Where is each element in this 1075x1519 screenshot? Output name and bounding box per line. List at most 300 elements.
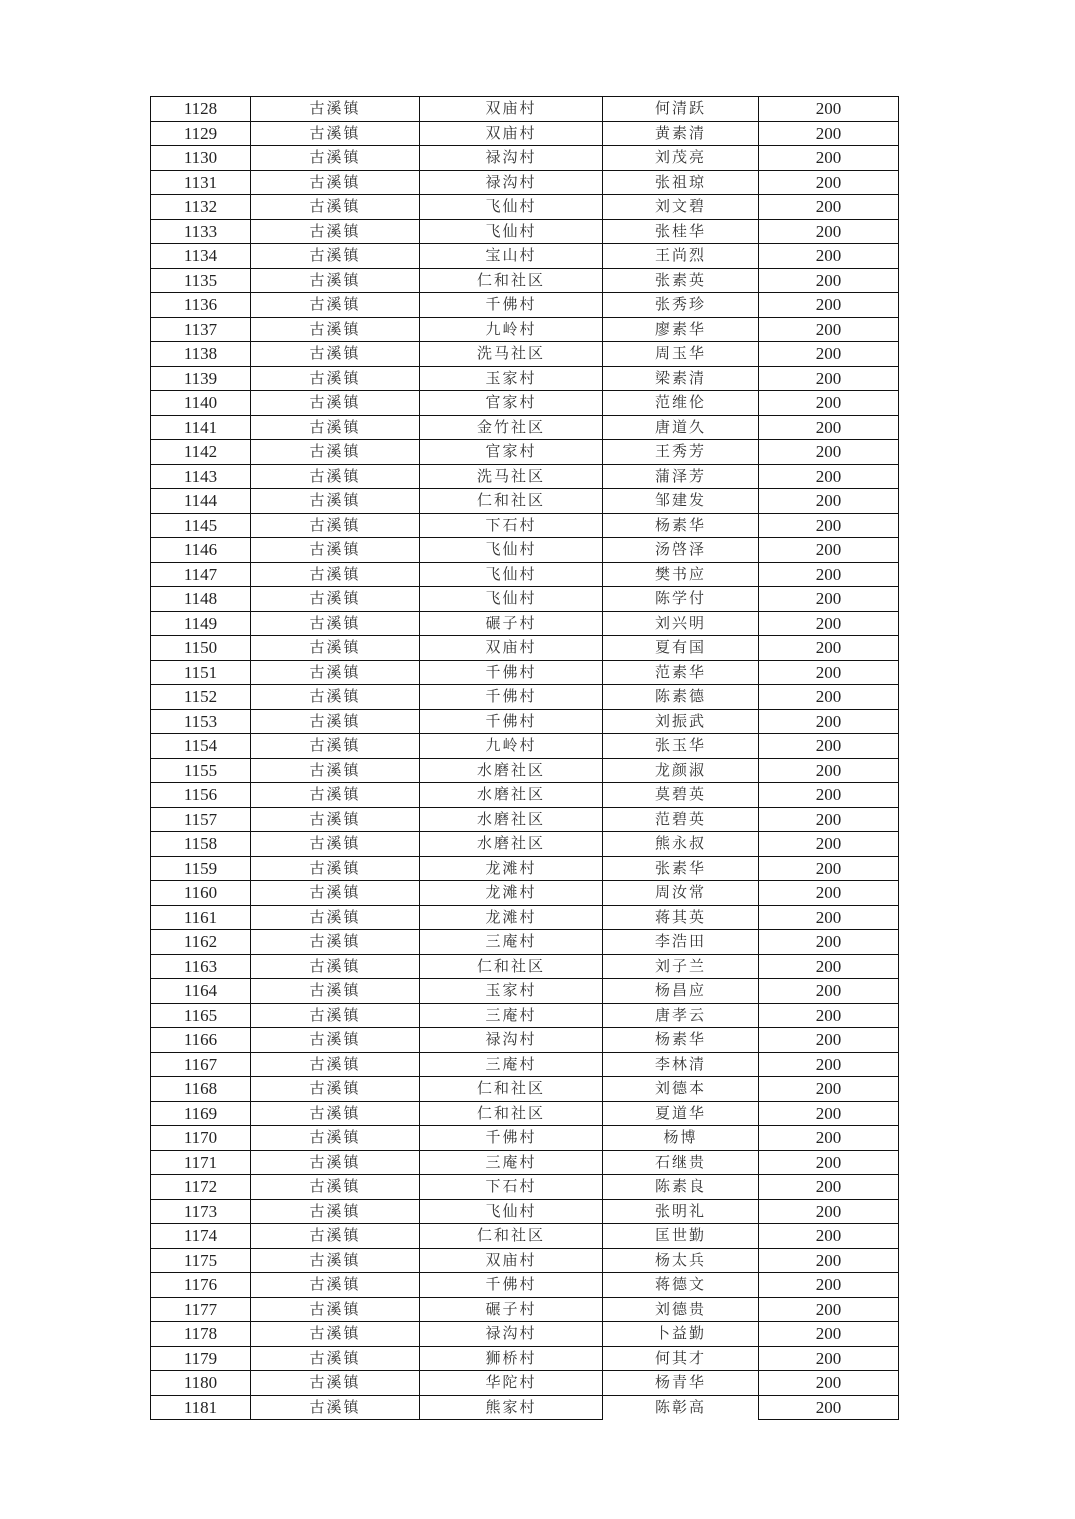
amount-cell: 200 [759, 734, 899, 759]
amount-cell: 200 [759, 170, 899, 195]
amount-cell: 200 [759, 1199, 899, 1224]
serial-number-cell: 1128 [151, 97, 251, 122]
village-cell: 双庙村 [420, 97, 603, 122]
table-row [151, 1175, 899, 1200]
name-cell: 陈素良 [603, 1175, 759, 1200]
village-cell: 千佛村 [420, 685, 603, 710]
serial-number-cell: 1179 [151, 1346, 251, 1371]
name-cell: 夏有国 [603, 636, 759, 661]
serial-number-cell: 1165 [151, 1003, 251, 1028]
serial-number-cell: 1173 [151, 1199, 251, 1224]
town-cell: 古溪镇 [251, 1028, 420, 1053]
amount-cell: 200 [759, 244, 899, 269]
town-cell: 古溪镇 [251, 366, 420, 391]
name-cell: 刘子兰 [603, 954, 759, 979]
amount-cell: 200 [759, 219, 899, 244]
table-row [151, 342, 899, 367]
town-cell: 古溪镇 [251, 1395, 420, 1420]
name-cell: 周玉华 [603, 342, 759, 367]
town-cell: 古溪镇 [251, 342, 420, 367]
amount-cell: 200 [759, 856, 899, 881]
amount-cell: 200 [759, 1346, 899, 1371]
town-cell: 古溪镇 [251, 1175, 420, 1200]
table-row [151, 1395, 899, 1420]
name-cell: 王秀芳 [603, 440, 759, 465]
town-cell: 古溪镇 [251, 513, 420, 538]
serial-number-cell: 1168 [151, 1077, 251, 1102]
name-cell: 莫碧英 [603, 783, 759, 808]
table-row [151, 464, 899, 489]
town-cell: 古溪镇 [251, 219, 420, 244]
serial-number-cell: 1148 [151, 587, 251, 612]
village-cell: 仁和社区 [420, 1101, 603, 1126]
table-row [151, 1199, 899, 1224]
serial-number-cell: 1170 [151, 1126, 251, 1151]
serial-number-cell: 1144 [151, 489, 251, 514]
table-row [151, 1028, 899, 1053]
village-cell: 下石村 [420, 513, 603, 538]
serial-number-cell: 1180 [151, 1371, 251, 1396]
name-cell: 陈学付 [603, 587, 759, 612]
amount-cell: 200 [759, 391, 899, 416]
village-cell: 仁和社区 [420, 1077, 603, 1102]
amount-cell: 200 [759, 121, 899, 146]
town-cell: 古溪镇 [251, 905, 420, 930]
town-cell: 古溪镇 [251, 146, 420, 171]
town-cell: 古溪镇 [251, 685, 420, 710]
town-cell: 古溪镇 [251, 734, 420, 759]
town-cell: 古溪镇 [251, 1273, 420, 1298]
serial-number-cell: 1145 [151, 513, 251, 538]
town-cell: 古溪镇 [251, 1199, 420, 1224]
table-row [151, 195, 899, 220]
table-row [151, 979, 899, 1004]
village-cell: 千佛村 [420, 709, 603, 734]
table-row [151, 219, 899, 244]
amount-cell: 200 [759, 562, 899, 587]
amount-cell: 200 [759, 660, 899, 685]
name-cell: 陈素德 [603, 685, 759, 710]
name-cell: 龙颜淑 [603, 758, 759, 783]
amount-cell: 200 [759, 758, 899, 783]
village-cell: 九岭村 [420, 317, 603, 342]
village-cell: 千佛村 [420, 660, 603, 685]
amount-cell: 200 [759, 1248, 899, 1273]
town-cell: 古溪镇 [251, 195, 420, 220]
village-cell: 飞仙村 [420, 587, 603, 612]
serial-number-cell: 1161 [151, 905, 251, 930]
serial-number-cell: 1162 [151, 930, 251, 955]
town-cell: 古溪镇 [251, 979, 420, 1004]
serial-number-cell: 1169 [151, 1101, 251, 1126]
village-cell: 仁和社区 [420, 489, 603, 514]
village-cell: 飞仙村 [420, 195, 603, 220]
town-cell: 古溪镇 [251, 562, 420, 587]
town-cell: 古溪镇 [251, 170, 420, 195]
name-cell: 刘振武 [603, 709, 759, 734]
amount-cell: 200 [759, 1175, 899, 1200]
name-cell: 蒋德文 [603, 1273, 759, 1298]
name-cell: 匡世勤 [603, 1224, 759, 1249]
village-cell: 禄沟村 [420, 170, 603, 195]
town-cell: 古溪镇 [251, 464, 420, 489]
table-row [151, 244, 899, 269]
village-cell: 千佛村 [420, 293, 603, 318]
table-row [151, 1224, 899, 1249]
table-row [151, 734, 899, 759]
name-cell: 刘德贵 [603, 1297, 759, 1322]
amount-cell: 200 [759, 1126, 899, 1151]
serial-number-cell: 1153 [151, 709, 251, 734]
town-cell: 古溪镇 [251, 636, 420, 661]
serial-number-cell: 1150 [151, 636, 251, 661]
table-row [151, 415, 899, 440]
amount-cell: 200 [759, 1322, 899, 1347]
amount-cell: 200 [759, 1003, 899, 1028]
table-row [151, 611, 899, 636]
village-cell: 双庙村 [420, 1248, 603, 1273]
village-cell: 水磨社区 [420, 783, 603, 808]
village-cell: 仁和社区 [420, 1224, 603, 1249]
table-row [151, 366, 899, 391]
village-cell: 双庙村 [420, 121, 603, 146]
serial-number-cell: 1152 [151, 685, 251, 710]
name-cell: 杨昌应 [603, 979, 759, 1004]
name-cell: 范维伦 [603, 391, 759, 416]
table-row [151, 538, 899, 563]
name-cell: 张祖琼 [603, 170, 759, 195]
name-cell: 石继贵 [603, 1150, 759, 1175]
town-cell: 古溪镇 [251, 317, 420, 342]
serial-number-cell: 1160 [151, 881, 251, 906]
town-cell: 古溪镇 [251, 1322, 420, 1347]
amount-cell: 200 [759, 366, 899, 391]
table-row [151, 1297, 899, 1322]
name-cell: 樊书应 [603, 562, 759, 587]
village-cell: 三庵村 [420, 1052, 603, 1077]
table-row [151, 930, 899, 955]
name-cell: 张玉华 [603, 734, 759, 759]
amount-cell: 200 [759, 195, 899, 220]
amount-cell: 200 [759, 293, 899, 318]
village-cell: 水磨社区 [420, 807, 603, 832]
serial-number-cell: 1166 [151, 1028, 251, 1053]
table-row [151, 685, 899, 710]
town-cell: 古溪镇 [251, 587, 420, 612]
town-cell: 古溪镇 [251, 758, 420, 783]
amount-cell: 200 [759, 513, 899, 538]
amount-cell: 200 [759, 464, 899, 489]
amount-cell: 200 [759, 268, 899, 293]
town-cell: 古溪镇 [251, 244, 420, 269]
name-cell: 卜益勤 [603, 1322, 759, 1347]
table-row [151, 783, 899, 808]
village-cell: 狮桥村 [420, 1346, 603, 1371]
town-cell: 古溪镇 [251, 293, 420, 318]
serial-number-cell: 1129 [151, 121, 251, 146]
name-cell: 张素英 [603, 268, 759, 293]
town-cell: 古溪镇 [251, 1052, 420, 1077]
town-cell: 古溪镇 [251, 611, 420, 636]
name-cell: 汤啓泽 [603, 538, 759, 563]
table-row [151, 1077, 899, 1102]
name-cell: 熊永叔 [603, 832, 759, 857]
serial-number-cell: 1155 [151, 758, 251, 783]
name-cell: 杨素华 [603, 1028, 759, 1053]
town-cell: 古溪镇 [251, 709, 420, 734]
town-cell: 古溪镇 [251, 1077, 420, 1102]
name-cell: 廖素华 [603, 317, 759, 342]
amount-cell: 200 [759, 1224, 899, 1249]
serial-number-cell: 1140 [151, 391, 251, 416]
table-body [151, 97, 899, 1420]
name-cell: 陈彰高 [603, 1395, 759, 1420]
table-row [151, 709, 899, 734]
amount-cell: 200 [759, 954, 899, 979]
village-cell: 洗马社区 [420, 464, 603, 489]
town-cell: 古溪镇 [251, 832, 420, 857]
amount-cell: 200 [759, 881, 899, 906]
name-cell: 蒋其英 [603, 905, 759, 930]
village-cell: 飞仙村 [420, 1199, 603, 1224]
serial-number-cell: 1174 [151, 1224, 251, 1249]
serial-number-cell: 1133 [151, 219, 251, 244]
serial-number-cell: 1146 [151, 538, 251, 563]
amount-cell: 200 [759, 685, 899, 710]
table-row [151, 1273, 899, 1298]
town-cell: 古溪镇 [251, 1224, 420, 1249]
name-cell: 范素华 [603, 660, 759, 685]
town-cell: 古溪镇 [251, 1101, 420, 1126]
town-cell: 古溪镇 [251, 268, 420, 293]
serial-number-cell: 1178 [151, 1322, 251, 1347]
amount-cell: 200 [759, 1028, 899, 1053]
serial-number-cell: 1181 [151, 1395, 251, 1420]
table-row [151, 268, 899, 293]
name-cell: 刘文碧 [603, 195, 759, 220]
table-row [151, 856, 899, 881]
table-row [151, 391, 899, 416]
table-row [151, 170, 899, 195]
town-cell: 古溪镇 [251, 1371, 420, 1396]
village-cell: 仁和社区 [420, 268, 603, 293]
name-cell: 杨素华 [603, 513, 759, 538]
serial-number-cell: 1175 [151, 1248, 251, 1273]
town-cell: 古溪镇 [251, 538, 420, 563]
village-cell: 碾子村 [420, 611, 603, 636]
serial-number-cell: 1163 [151, 954, 251, 979]
serial-number-cell: 1130 [151, 146, 251, 171]
table-row [151, 97, 899, 122]
town-cell: 古溪镇 [251, 391, 420, 416]
amount-cell: 200 [759, 636, 899, 661]
serial-number-cell: 1136 [151, 293, 251, 318]
town-cell: 古溪镇 [251, 97, 420, 122]
serial-number-cell: 1149 [151, 611, 251, 636]
village-cell: 三庵村 [420, 1150, 603, 1175]
name-cell: 李浩田 [603, 930, 759, 955]
village-cell: 碾子村 [420, 1297, 603, 1322]
name-cell: 杨青华 [603, 1371, 759, 1396]
village-cell: 龙滩村 [420, 881, 603, 906]
table-row [151, 660, 899, 685]
table-row [151, 562, 899, 587]
village-cell: 三庵村 [420, 930, 603, 955]
serial-number-cell: 1156 [151, 783, 251, 808]
village-cell: 飞仙村 [420, 538, 603, 563]
village-cell: 仁和社区 [420, 954, 603, 979]
name-cell: 周汝常 [603, 881, 759, 906]
name-cell: 刘德本 [603, 1077, 759, 1102]
table-row [151, 513, 899, 538]
amount-cell: 200 [759, 440, 899, 465]
village-cell: 三庵村 [420, 1003, 603, 1028]
town-cell: 古溪镇 [251, 856, 420, 881]
table-row [151, 905, 899, 930]
town-cell: 古溪镇 [251, 1003, 420, 1028]
amount-cell: 200 [759, 1273, 899, 1298]
serial-number-cell: 1143 [151, 464, 251, 489]
name-cell: 张秀珍 [603, 293, 759, 318]
amount-cell: 200 [759, 1371, 899, 1396]
village-cell: 飞仙村 [420, 562, 603, 587]
village-cell: 禄沟村 [420, 1322, 603, 1347]
serial-number-cell: 1172 [151, 1175, 251, 1200]
town-cell: 古溪镇 [251, 1150, 420, 1175]
serial-number-cell: 1147 [151, 562, 251, 587]
village-cell: 金竹社区 [420, 415, 603, 440]
name-cell: 何其才 [603, 1346, 759, 1371]
town-cell: 古溪镇 [251, 660, 420, 685]
village-cell: 水磨社区 [420, 758, 603, 783]
table-row [151, 758, 899, 783]
town-cell: 古溪镇 [251, 1248, 420, 1273]
amount-cell: 200 [759, 1077, 899, 1102]
amount-cell: 200 [759, 587, 899, 612]
name-cell: 唐孝云 [603, 1003, 759, 1028]
amount-cell: 200 [759, 146, 899, 171]
table-row [151, 587, 899, 612]
village-cell: 玉家村 [420, 979, 603, 1004]
village-cell: 华陀村 [420, 1371, 603, 1396]
village-cell: 洗马社区 [420, 342, 603, 367]
village-cell: 千佛村 [420, 1273, 603, 1298]
amount-cell: 200 [759, 807, 899, 832]
amount-cell: 200 [759, 1395, 899, 1420]
table-row [151, 807, 899, 832]
town-cell: 古溪镇 [251, 1297, 420, 1322]
serial-number-cell: 1138 [151, 342, 251, 367]
name-cell: 邹建发 [603, 489, 759, 514]
name-cell: 何清跃 [603, 97, 759, 122]
serial-number-cell: 1151 [151, 660, 251, 685]
town-cell: 古溪镇 [251, 807, 420, 832]
table-row [151, 1248, 899, 1273]
village-cell: 禄沟村 [420, 146, 603, 171]
serial-number-cell: 1131 [151, 170, 251, 195]
village-cell: 官家村 [420, 391, 603, 416]
village-cell: 龙滩村 [420, 905, 603, 930]
table-row [151, 121, 899, 146]
serial-number-cell: 1176 [151, 1273, 251, 1298]
village-cell: 禄沟村 [420, 1028, 603, 1053]
town-cell: 古溪镇 [251, 489, 420, 514]
serial-number-cell: 1154 [151, 734, 251, 759]
amount-cell: 200 [759, 1101, 899, 1126]
name-cell: 杨太兵 [603, 1248, 759, 1273]
serial-number-cell: 1142 [151, 440, 251, 465]
amount-cell: 200 [759, 489, 899, 514]
amount-cell: 200 [759, 538, 899, 563]
serial-number-cell: 1159 [151, 856, 251, 881]
amount-cell: 200 [759, 415, 899, 440]
table-row [151, 954, 899, 979]
village-cell: 龙滩村 [420, 856, 603, 881]
table-row [151, 293, 899, 318]
serial-number-cell: 1164 [151, 979, 251, 1004]
name-cell: 李林清 [603, 1052, 759, 1077]
table-row [151, 881, 899, 906]
table-row [151, 1322, 899, 1347]
serial-number-cell: 1158 [151, 832, 251, 857]
serial-number-cell: 1167 [151, 1052, 251, 1077]
name-cell: 杨博 [603, 1126, 759, 1151]
town-cell: 古溪镇 [251, 440, 420, 465]
name-cell: 梁素清 [603, 366, 759, 391]
table-row [151, 832, 899, 857]
name-cell: 唐道久 [603, 415, 759, 440]
village-cell: 熊家村 [420, 1395, 603, 1420]
amount-cell: 200 [759, 342, 899, 367]
amount-cell: 200 [759, 1297, 899, 1322]
table-row [151, 1052, 899, 1077]
village-cell: 官家村 [420, 440, 603, 465]
town-cell: 古溪镇 [251, 1346, 420, 1371]
amount-cell: 200 [759, 930, 899, 955]
amount-cell: 200 [759, 611, 899, 636]
amount-cell: 200 [759, 709, 899, 734]
table-row [151, 146, 899, 171]
serial-number-cell: 1157 [151, 807, 251, 832]
name-cell: 范碧英 [603, 807, 759, 832]
town-cell: 古溪镇 [251, 121, 420, 146]
name-cell: 蒲泽芳 [603, 464, 759, 489]
name-cell: 夏道华 [603, 1101, 759, 1126]
serial-number-cell: 1134 [151, 244, 251, 269]
town-cell: 古溪镇 [251, 930, 420, 955]
town-cell: 古溪镇 [251, 415, 420, 440]
village-cell: 玉家村 [420, 366, 603, 391]
name-cell: 张明礼 [603, 1199, 759, 1224]
amount-cell: 200 [759, 317, 899, 342]
table-row [151, 1346, 899, 1371]
name-cell: 刘兴明 [603, 611, 759, 636]
amount-cell: 200 [759, 832, 899, 857]
name-cell: 张素华 [603, 856, 759, 881]
table-row [151, 489, 899, 514]
village-cell: 下石村 [420, 1175, 603, 1200]
serial-number-cell: 1141 [151, 415, 251, 440]
amount-cell: 200 [759, 783, 899, 808]
amount-cell: 200 [759, 979, 899, 1004]
town-cell: 古溪镇 [251, 954, 420, 979]
table-row [151, 1126, 899, 1151]
serial-number-cell: 1171 [151, 1150, 251, 1175]
amount-cell: 200 [759, 1150, 899, 1175]
amount-cell: 200 [759, 905, 899, 930]
name-cell: 刘茂亮 [603, 146, 759, 171]
town-cell: 古溪镇 [251, 881, 420, 906]
